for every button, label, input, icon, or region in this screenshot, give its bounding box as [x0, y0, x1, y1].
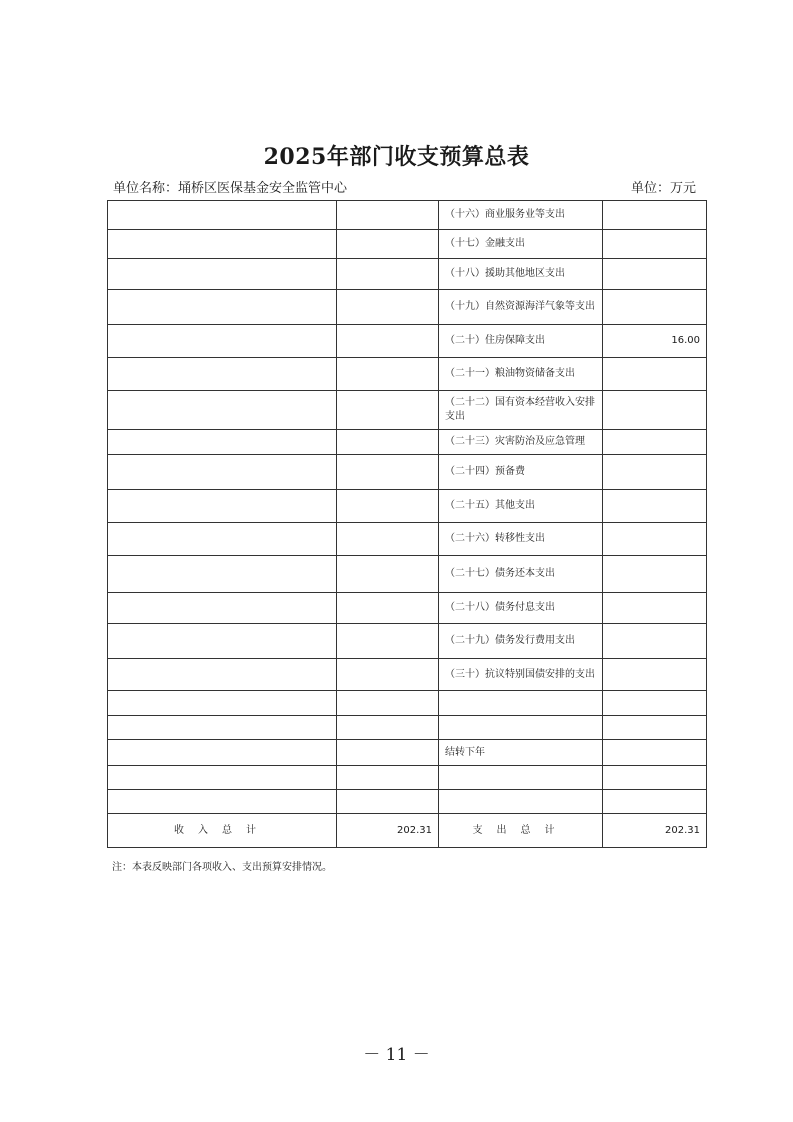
table-cell — [603, 523, 707, 556]
table-cell — [108, 766, 337, 790]
table-cell — [603, 740, 707, 766]
table-cell — [337, 790, 439, 814]
table-cell — [108, 430, 337, 455]
table-row — [108, 259, 707, 290]
table-cell: （十七）金融支出 — [439, 230, 603, 259]
table-cell: （二十）住房保障支出 — [439, 325, 603, 358]
table-cell — [603, 716, 707, 740]
table-cell — [603, 624, 707, 659]
table-cell — [108, 201, 337, 230]
table-cell — [337, 716, 439, 740]
table-cell — [439, 790, 603, 814]
table-cell: （二十七）债务还本支出 — [439, 556, 603, 593]
table-cell — [439, 716, 603, 740]
table-cell — [603, 230, 707, 259]
table-cell: （二十四）预备费 — [439, 455, 603, 490]
table-cell — [603, 659, 707, 691]
table-cell: （十八）援助其他地区支出 — [439, 259, 603, 290]
table-cell: （二十九）债务发行费用支出 — [439, 624, 603, 659]
table-cell — [337, 259, 439, 290]
budget-table — [107, 200, 707, 848]
table-cell — [337, 691, 439, 716]
table-cell — [337, 430, 439, 455]
table-row — [108, 325, 707, 358]
table-cell — [337, 659, 439, 691]
table-cell — [439, 691, 603, 716]
unit-label: 单位：万元 — [630, 181, 696, 196]
table-row — [108, 790, 707, 814]
table-cell — [108, 593, 337, 624]
table-cell — [603, 290, 707, 325]
table-cell — [337, 325, 439, 358]
table-cell — [603, 430, 707, 455]
table-cell — [108, 490, 337, 523]
page-number: － 11 － — [363, 1045, 430, 1065]
table-cell — [108, 290, 337, 325]
table-cell — [337, 230, 439, 259]
table-cell — [603, 391, 707, 430]
table-cell — [108, 523, 337, 556]
table-cell — [603, 259, 707, 290]
table-cell — [108, 740, 337, 766]
table-cell — [108, 790, 337, 814]
table-cell — [603, 455, 707, 490]
table-cell — [337, 290, 439, 325]
table-row — [108, 290, 707, 325]
table-cell — [603, 593, 707, 624]
table-cell: （二十二）国有资本经营收入安排支出 — [439, 391, 603, 430]
table-cell — [439, 766, 603, 790]
table-cell — [337, 455, 439, 490]
table-cell — [108, 659, 337, 691]
table-row — [108, 358, 707, 391]
table-cell — [108, 259, 337, 290]
table-cell — [603, 358, 707, 391]
table-row — [108, 556, 707, 593]
table-row — [108, 230, 707, 259]
table-cell — [108, 455, 337, 490]
table-cell: 结转下年 — [439, 740, 603, 766]
table-cell: （二十六）转移性支出 — [439, 523, 603, 556]
expense-value: 202.31 — [603, 814, 707, 848]
table-row — [108, 659, 707, 691]
table-row — [108, 391, 707, 430]
table-cell: （十九）自然资源海洋气象等支出 — [439, 290, 603, 325]
table-cell — [337, 490, 439, 523]
table-cell — [603, 490, 707, 523]
table-cell — [337, 556, 439, 593]
table-row — [108, 430, 707, 455]
table-cell — [337, 391, 439, 430]
table-row — [108, 593, 707, 624]
table-cell — [337, 593, 439, 624]
income-value: 202.31 — [337, 814, 439, 848]
table-cell — [603, 556, 707, 593]
table-cell: （二十一）粮油物资储备支出 — [439, 358, 603, 391]
expense-label: 支出总计 — [439, 814, 603, 848]
table-cell — [603, 691, 707, 716]
table-cell: （十六）商业服务业等支出 — [439, 201, 603, 230]
table-row — [108, 766, 707, 790]
table-cell — [108, 325, 337, 358]
page-title: 2025年部门收支预算总表 — [263, 144, 530, 170]
table-cell — [603, 766, 707, 790]
table-cell — [603, 201, 707, 230]
table-row — [108, 716, 707, 740]
table-row — [108, 523, 707, 556]
table-row — [108, 624, 707, 659]
income-label: 收入总计 — [108, 814, 337, 848]
table-row — [108, 490, 707, 523]
total-row — [108, 814, 707, 848]
table-cell — [337, 358, 439, 391]
table-row — [108, 201, 707, 230]
table-cell — [337, 766, 439, 790]
table-cell — [108, 691, 337, 716]
footnote: 注：本表反映部门各项收入、支出预算安排情况。 — [112, 862, 332, 873]
table-cell — [337, 624, 439, 659]
table-cell — [108, 358, 337, 391]
table-cell — [603, 790, 707, 814]
table-cell — [108, 624, 337, 659]
table-cell — [108, 716, 337, 740]
table-cell: （三十）抗议特别国债安排的支出 — [439, 659, 603, 691]
table-row — [108, 691, 707, 716]
table-cell: （二十五）其他支出 — [439, 490, 603, 523]
table-cell — [337, 740, 439, 766]
table-cell — [108, 230, 337, 259]
table-cell: （二十八）债务付息支出 — [439, 593, 603, 624]
table-cell — [337, 201, 439, 230]
table-cell — [108, 391, 337, 430]
table-row — [108, 740, 707, 766]
table-row — [108, 455, 707, 490]
unit-name: 单位名称：埇桥区医保基金安全监管中心 — [113, 181, 348, 196]
table-cell — [337, 523, 439, 556]
table-cell — [108, 556, 337, 593]
table-cell: 16.00 — [603, 325, 707, 358]
table-cell: （二十三）灾害防治及应急管理 — [439, 430, 603, 455]
